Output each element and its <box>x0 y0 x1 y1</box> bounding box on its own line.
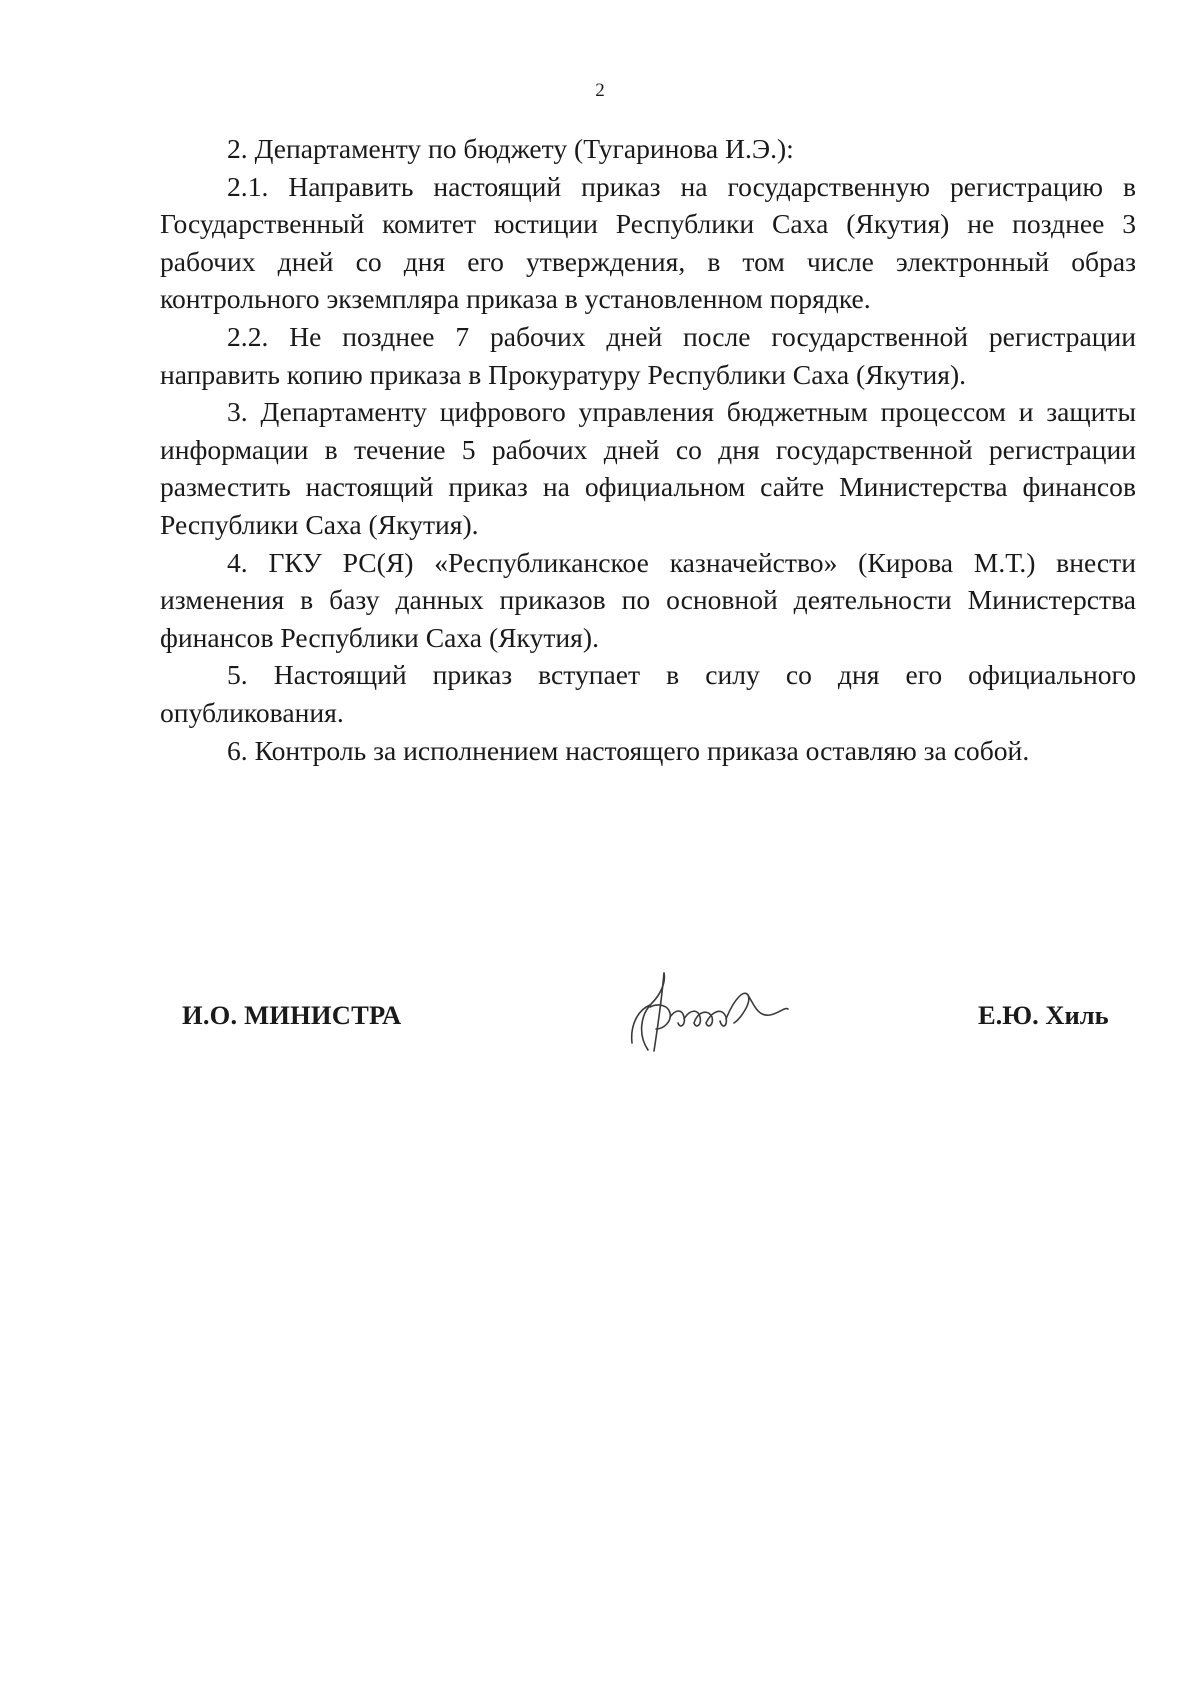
paragraph-3: 3. Департаменту цифрового управления бюджетным процессом и защиты информации в течение 5 рабочих дней со дня государственной регистрации разместить настоящий приказ на официальном сайте Министерства финансов Республики Саха (Якутия). <box>160 396 1136 540</box>
paragraph-4: 4. ГКУ РС(Я) «Республиканское казначейство» (Кирова М.Т.) внести изменения в базу данных приказов по основной деятельности Министерства финансов Республики Саха (Якутия). <box>160 546 1136 653</box>
paragraph-5: 5. Настоящий приказ вступает в силу со дня его официального опубликования. <box>160 659 1136 728</box>
paragraph-2-2: 2.2. Не позднее 7 рабочих дней после государственной регистрации направить копию приказа в Прокуратуру Республики Саха (Якутия). <box>160 320 1136 390</box>
page-number: 2 <box>595 80 605 101</box>
paragraph-2: 2. Департаменту по бюджету (Тугаринова И.Э.): <box>227 133 794 164</box>
paragraph-2-1: 2.1. Направить настоящий приказ на государственную регистрацию в Государственный комитет юстиции Республики Саха (Якутия) не позднее 3 рабочих дней со дня его утверждения, в том числе электронный образ контрольного экземпляра приказа в установленном порядке. <box>160 170 1136 315</box>
document-body <box>160 130 1136 769</box>
signature-block <box>0 985 1200 1085</box>
handwritten-signature-icon <box>608 955 808 1065</box>
paragraph-6: 6. Контроль за исполнением настоящего приказа оставляю за собой. <box>227 734 1030 766</box>
signatory-name: Е.Ю. Хиль <box>978 1000 1109 1030</box>
signatory-title: И.О. МИНИСТРА <box>182 1000 402 1030</box>
